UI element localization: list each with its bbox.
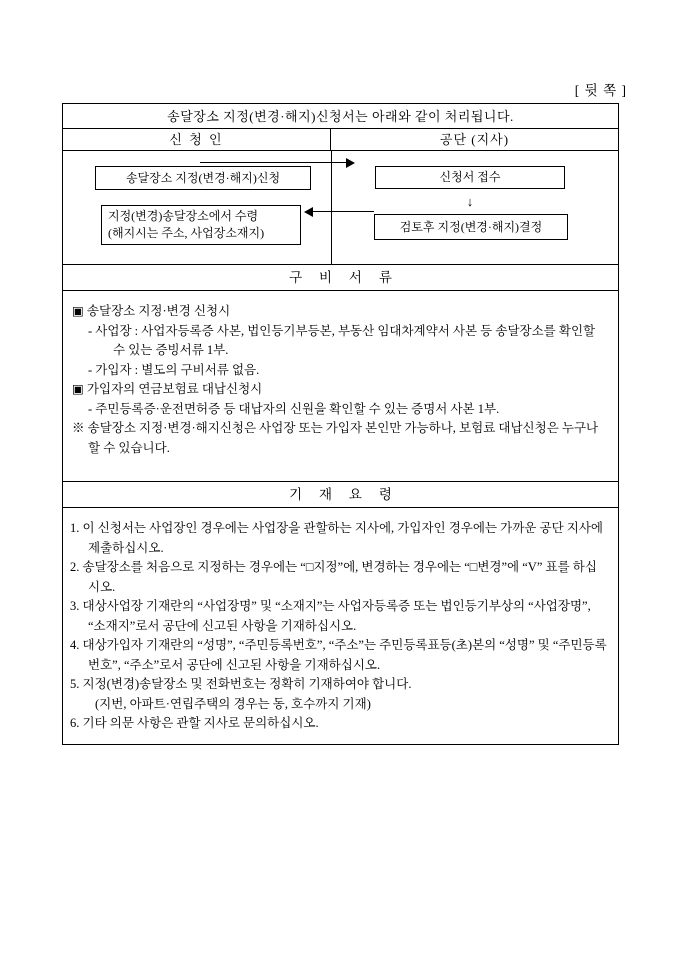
agency-column-header: 공단 (지사) — [439, 132, 510, 147]
instructions-section-header: 기 재 요 령 — [63, 482, 618, 508]
documents-section-body — [63, 291, 618, 482]
document-line: - 주민등록증·운전면허증 등 대납자의 신원을 확인할 수 있는 증명서 사본 1부. — [88, 401, 500, 416]
applicant-column-header: 신 청 인 — [63, 129, 331, 150]
document-line: ▣ 가입자의 연금보험료 대납신청시 — [72, 382, 263, 396]
arrow-left-line — [313, 211, 374, 212]
document-line: - 사업장 : 사업자등록증 사본, 법인등기부등본, 부동산 임대차계약서 사본 등 송달장소를 확인할 수 있는 증빙서류 1부. — [88, 323, 596, 357]
arrow-right-line — [200, 162, 346, 163]
documents-section-header: 구 비 서 류 — [63, 265, 618, 291]
back-side-label: [ 뒷 쪽 ] — [574, 83, 627, 98]
process-flowchart — [63, 151, 618, 265]
instruction-item-note: (지번, 아파트·연립주택의 경우는 동, 호수까지 기재) — [95, 696, 371, 711]
column-header-row — [63, 129, 618, 151]
instructions-section-body — [63, 508, 618, 744]
arrow-left-icon — [304, 207, 313, 217]
document-note-line: ※ 송달장소 지정·변경·해지신청은 사업장 또는 가입자 본인만 가능하나, 보험료 대납신청은 누구나 할 수 있습니다. — [72, 421, 599, 455]
instruction-item: 6. 기타 의문 사항은 관할 지사로 문의하십시오. — [70, 716, 319, 730]
arrow-right-icon — [346, 158, 355, 168]
flow-step-receive — [101, 205, 301, 245]
instruction-item: 5. 지정(변경)송달장소 및 전화번호는 정확히 기재하여야 합니다. — [70, 677, 412, 691]
instruction-item: 3. 대상사업장 기재란의 “사업장명” 및 “소재지”는 사업자등록증 또는 법인등기부상의 “사업장명”, “소재지”로서 공단에 신고된 사항을 기재하십시오. — [70, 599, 591, 633]
process-title: 송달장소 지정(변경·해지)신청서는 아래와 같이 처리됩니다. — [63, 104, 618, 129]
document-line: - 가입자 : 별도의 구비서류 없음. — [88, 362, 260, 377]
flow-step-decision: 검토후 지정(변경·해지)결정 — [374, 214, 568, 240]
instruction-item: 1. 이 신청서는 사업장인 경우에는 사업장을 관할하는 지사에, 가입자인 경우에는 가까운 공단 지사에 제출하십시오. — [70, 521, 604, 555]
document-line: ▣ 송달장소 지정·변경 신청시 — [72, 304, 231, 318]
instruction-item: 2. 송달장소를 처음으로 지정하는 경우에는 “□지정”에, 변경하는 경우에는 “□변경”에 “V” 표를 하십시오. — [70, 560, 597, 594]
column-divider — [331, 151, 332, 264]
instruction-item: 4. 대상가입자 기재란의 “성명”, “주민등록번호”, “주소”는 주민등록표등(초)본의 “성명” 및 “주민등록번호”, “주소”로서 공단에 신고된 사항을 기재하십시오. — [70, 638, 607, 672]
flow-step-application: 송달장소 지정(변경·해지)신청 — [95, 166, 311, 190]
arrow-down-icon: ↓ — [466, 194, 474, 209]
flow-step-receive-line2: (해지시는 주소, 사업장소재지) — [108, 226, 265, 240]
flow-step-receive-line1: 지정(변경)송달장소에서 수령 — [108, 209, 259, 223]
flow-step-accept: 신청서 접수 — [375, 166, 565, 189]
form-frame — [62, 103, 619, 745]
